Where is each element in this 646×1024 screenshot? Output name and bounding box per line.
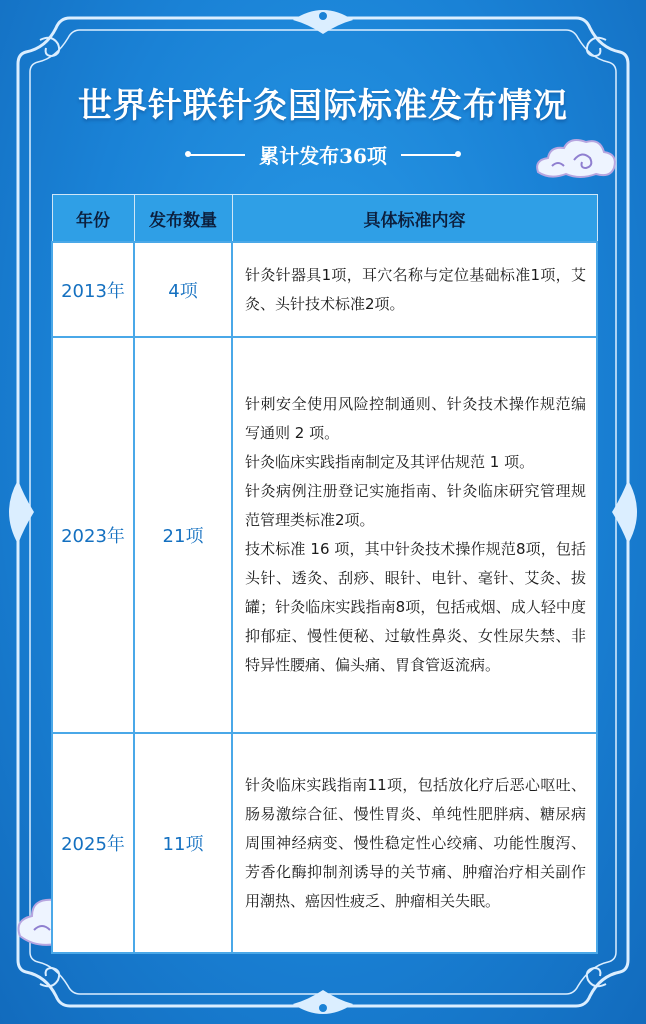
count-cell: 4项	[134, 242, 232, 337]
year-cell: 2025年	[52, 733, 134, 953]
content-cell	[232, 242, 597, 337]
subtitle: 累计发布36项	[259, 144, 387, 168]
year-cell: 2013年	[52, 242, 134, 337]
content-paragraph: 针灸病例注册登记实施指南、针灸临床研究管理规范管理类标准2项。	[245, 482, 586, 529]
table-row	[52, 337, 597, 733]
cloud-icon-top-right	[530, 134, 620, 182]
subtitle-right-line	[401, 154, 457, 156]
count-cell: 21项	[134, 337, 232, 733]
content-paragraph: 针灸临床实践指南11项，包括放化疗后恶心呕吐、肠易激综合征、慢性胃炎、单纯性肥胖病、糖尿病周围神经病变、慢性稳定性心绞痛、功能性腹泻、芳香化酶抑制剂诱导的关节痛、肿瘤治疗相关副作用潮热、癌因性疲乏、肿瘤相关失眠。	[245, 775, 586, 910]
content-paragraph: 针灸临床实践指南制定及其评估规范 1 项。	[245, 453, 535, 471]
subtitle-left-line	[189, 154, 245, 156]
content-paragraph: 针灸针器具1项，耳穴名称与定位基础标准1项，艾灸、头针技术标准2项。	[245, 265, 586, 313]
table-row	[52, 733, 597, 953]
content-cell	[232, 733, 597, 953]
table-header-row	[52, 195, 597, 243]
standards-table	[51, 194, 598, 954]
year-cell: 2023年	[52, 337, 134, 733]
header-year: 年份	[52, 195, 134, 243]
header-content: 具体标准内容	[232, 195, 597, 243]
count-cell: 11项	[134, 733, 232, 953]
table-row	[52, 242, 597, 337]
content-paragraph: 针刺安全使用风险控制通则、针灸技术操作规范编写通则 2 项。	[245, 395, 586, 442]
content-cell	[232, 337, 597, 733]
header-count: 发布数量	[134, 195, 232, 243]
page-title: 世界针联针灸国际标准发布情况	[78, 86, 568, 126]
content-paragraph: 技术标准 16 项，其中针灸技术操作规范8项，包括头针、透灸、刮痧、眼针、电针、毫针、艾灸、拔罐；针灸临床实践指南8项，包括戒烟、成人轻中度抑郁症、慢性便秘、过敏性鼻炎、女性尿失禁、非特异性腰痛、偏头痛、胃食管返流病。	[245, 540, 586, 674]
